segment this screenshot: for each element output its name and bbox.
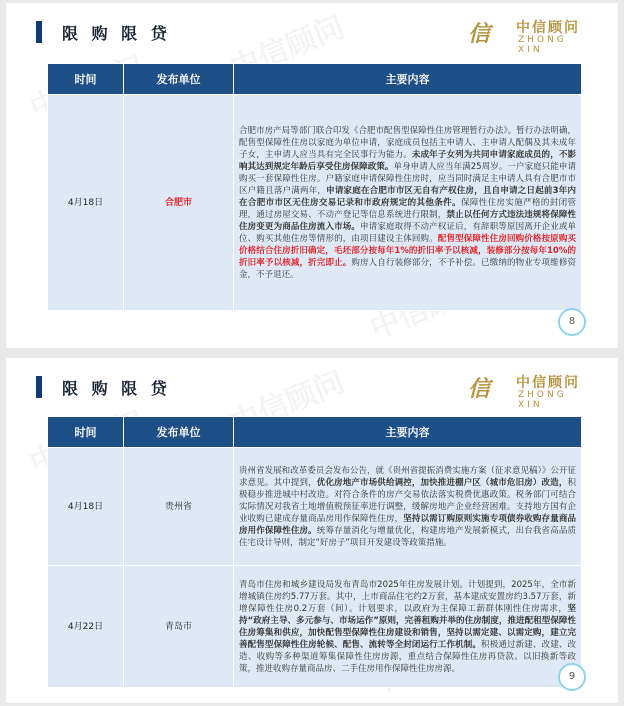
row-date: 4月22日 bbox=[48, 566, 124, 688]
header-time: 时间 bbox=[48, 64, 124, 95]
policy-table bbox=[47, 63, 582, 311]
page-number: 9 bbox=[558, 663, 586, 691]
content-segment: 坚持“政府主导、多元参与、市场运作”原则，完善租购并举的住房制度，推进配租型保障性住房筹集和供应，加快配售型保障性住房建设和销售，坚持以需定建、以需定购，建立完善配售型保障性住房轮候、配售、流转等全封闭运行工作机制。 bbox=[239, 603, 576, 650]
content-segment: 保障性住房实施严格的封闭管理，通过房屋交易、不动产登记等信息系统进行限制， bbox=[239, 197, 576, 220]
content-segment: 积极通过新建、改建、改造、收购等多种渠道筹集保障性住房房源，重点结合保障性住房再贷款、以旧换新等政策，推进收购存量商品房、二手住房用作保障性住房房源。 bbox=[239, 639, 576, 674]
slide-2 bbox=[6, 358, 618, 703]
title-accent-bar bbox=[36, 376, 42, 398]
content-segment: 申请家庭取得不动产权证后，有辞职等原因离开企业或单位、购买其他住房等情形的，由项目建设主体回购。 bbox=[239, 221, 576, 244]
logo-text: 中信顾问 bbox=[516, 20, 580, 36]
page-number: 8 bbox=[558, 308, 586, 336]
content-segment: 配售型保障性住房回购价格按原购买价格结合住房折旧确定，毛坯部分按每年1%的折旧率予以核减，装修部分按每年10%的折旧率予以核减，折完即止。 bbox=[239, 233, 576, 268]
header-content: 主要内容 bbox=[234, 417, 582, 448]
content-segment: 优化房地产市场供给调控，加快推进棚户区（城市危旧房）改造， bbox=[316, 477, 568, 488]
content-segment: 贵州省发展和改革委员会发布公告，就《贵州省提振消费实施方案（征求意见稿）》公开征求意见。其中提到， bbox=[239, 465, 576, 488]
logo-mark-icon: 信 bbox=[468, 21, 491, 47]
header-content: 主要内容 bbox=[234, 64, 582, 95]
logo-text: 中信顾问 bbox=[516, 375, 580, 391]
header-unit: 发布单位 bbox=[124, 64, 234, 95]
policy-table bbox=[47, 416, 582, 688]
row-date: 4月18日 bbox=[48, 95, 124, 311]
table-row bbox=[48, 95, 582, 311]
row-unit: 贵州省 bbox=[124, 448, 234, 566]
content-segment: 单身申请人应当年满25周岁。一户家庭只能申请购买一套保障性住房。户籍家庭申请保障性住房时，应当同时满足主申请人具有合肥市市区户籍且落户满两年， bbox=[239, 161, 576, 196]
content-segment: 积极稳步推进城中村改造。对符合条件的房产交易依法落实税费优惠政策。税务部门可结合实际情况对我省土地增值税预征率进行调整，缓解房地产企业经营困难。支持地方国有企业收购已建成存量商品房用作保障性住房， bbox=[239, 477, 576, 524]
logo-subtext: ZHONG XIN bbox=[518, 390, 567, 410]
content-segment: 合肥市房产局等部门联合印发《合肥市配售型保障性住房管理暂行办法》。暂行办法明确，配售型保障性住房以家庭为单位申请，家庭成员包括主申请人、主申请人配偶及其未成年子女，主申请人应当具有完全民事行为能力。 bbox=[239, 125, 576, 160]
header-unit: 发布单位 bbox=[124, 417, 234, 448]
content-segment: 统筹存量消化与增量优化，构建房地产发展新模式，出台我省高品质住宅设计导则，制定“好房子”项目开发建设等政策措施。 bbox=[239, 525, 576, 548]
row-content bbox=[234, 95, 582, 311]
content-segment: 购房人自行装修部分，不予补偿。已缴纳的物业专项维修资金，不予退还。 bbox=[239, 257, 576, 280]
slide-1 bbox=[6, 3, 618, 348]
content-segment: 未成年子女列为共同申请家庭成员的，不影响其达到规定年龄后享受住房保障政策。 bbox=[239, 149, 576, 172]
row-content bbox=[234, 448, 582, 566]
content-segment: 青岛市住房和城乡建设局发布青岛市2025年住房发展计划。计划提到，2025年，全市新增城镇住房约5.77万套。其中，上市商品住宅约2万套，基本建成安置房约3.57万套，新增保障性住房0.2万套（间）。计划要求，以政府为主保障工薪群体刚性住房需求， bbox=[239, 579, 576, 614]
row-unit: 青岛市 bbox=[124, 566, 234, 688]
brand-logo bbox=[468, 372, 588, 410]
table-row bbox=[48, 448, 582, 566]
page-title: 限 购 限 贷 bbox=[62, 24, 171, 43]
row-content bbox=[234, 566, 582, 688]
logo-subtext: ZHONG XIN bbox=[518, 35, 567, 55]
page-title: 限 购 限 贷 bbox=[62, 379, 171, 398]
content-segment: 申请家庭在合肥市市区无自有产权住房，且自申请之日起前3年内在合肥市市区无住房交易记录和市政府规定的其他条件。 bbox=[239, 185, 576, 208]
row-unit: 合肥市 bbox=[124, 95, 234, 311]
content-segment: 禁止以任何方式违法违规将保障性住房变更为商品住房流入市场。 bbox=[239, 209, 576, 232]
logo-mark-icon: 信 bbox=[468, 376, 491, 402]
brand-logo bbox=[468, 17, 588, 55]
header-time: 时间 bbox=[48, 417, 124, 448]
table-row bbox=[48, 566, 582, 688]
content-segment: 坚持以需订购原则实施专项债券收购存量商品房用作保障性住房。 bbox=[239, 513, 576, 536]
row-date: 4月18日 bbox=[48, 448, 124, 566]
title-accent-bar bbox=[36, 21, 42, 43]
